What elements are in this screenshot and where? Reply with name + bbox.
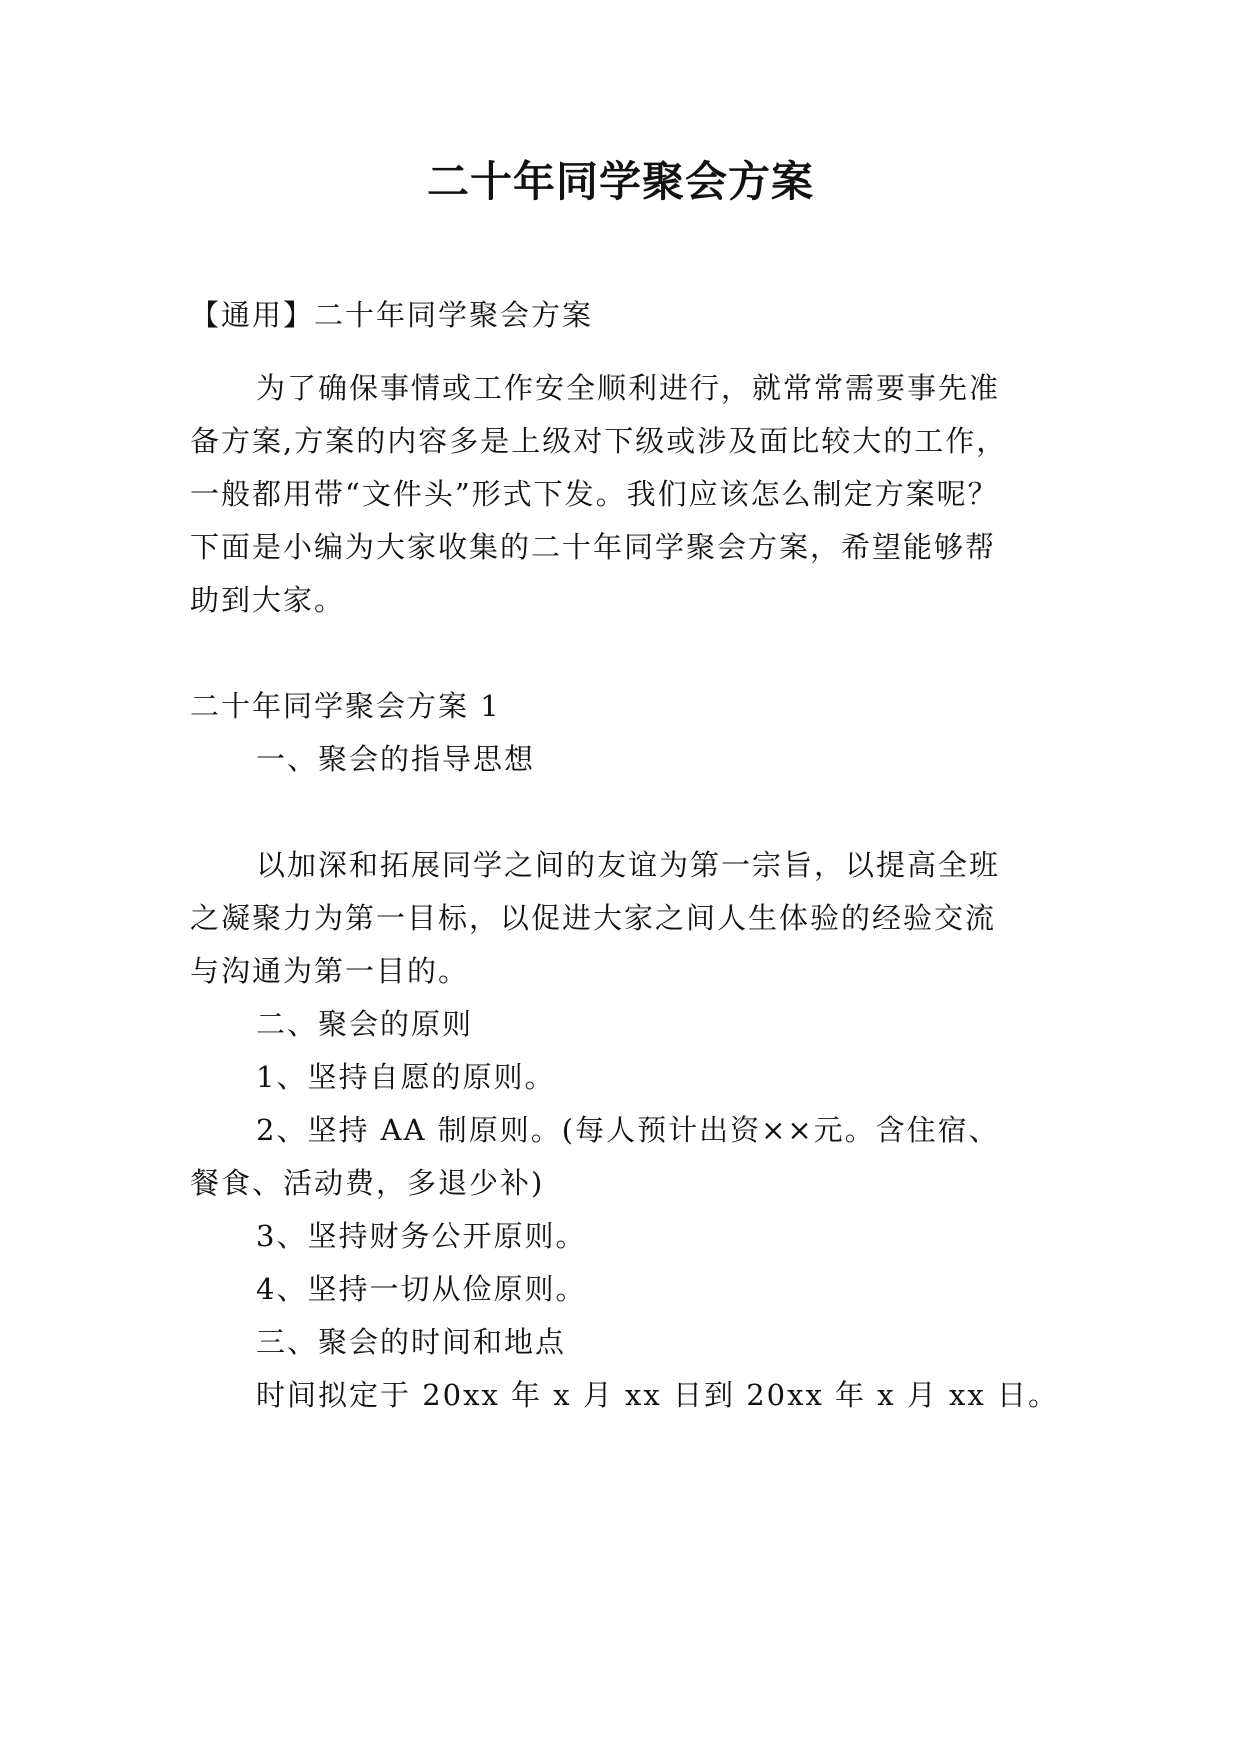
time-line: 时间拟定于 20xx 年 x 月 xx 日到 20xx 年 x 月 xx 日。 bbox=[256, 1378, 1059, 1412]
principle-item: 4、坚持一切从俭原则。 bbox=[256, 1272, 587, 1306]
intro-line: 一般都用带“文件头”形式下发。我们应该怎么制定方案呢？ bbox=[190, 477, 999, 511]
principle-item: 2、坚持 AA 制原则。(每人预计出资××元。含住宿、 bbox=[256, 1113, 1000, 1147]
heading-time-place: 三、聚会的时间和地点 bbox=[256, 1325, 567, 1359]
intro-line: 下面是小编为大家收集的二十年同学聚会方案，希望能够帮 bbox=[190, 530, 997, 564]
section-title: 二十年同学聚会方案 1 bbox=[190, 689, 501, 723]
principle-item: 3、坚持财务公开原则。 bbox=[256, 1219, 587, 1253]
intro-line: 为了确保事情或工作安全顺利进行，就常常需要事先准 bbox=[256, 371, 1001, 405]
paragraph-line: 以加深和拓展同学之间的友谊为第一宗旨，以提高全班 bbox=[256, 848, 1001, 882]
paragraph-line: 与沟通为第一目的。 bbox=[190, 954, 470, 988]
principle-item: 1、坚持自愿的原则。 bbox=[256, 1060, 556, 1094]
heading-guiding-idea: 一、聚会的指导思想 bbox=[256, 742, 536, 776]
document-title: 二十年同学聚会方案 bbox=[426, 157, 814, 206]
paragraph-line: 之凝聚力为第一目标，以促进大家之间人生体验的经验交流 bbox=[190, 901, 997, 935]
document-subtitle: 【通用】二十年同学聚会方案 bbox=[190, 298, 594, 332]
intro-line: 备方案,方案的内容多是上级对下级或涉及面比较大的工作， bbox=[190, 424, 1008, 458]
heading-principles: 二、聚会的原则 bbox=[256, 1007, 474, 1041]
intro-line: 助到大家。 bbox=[190, 583, 346, 617]
principle-item-continued: 餐食、活动费，多退少补) bbox=[190, 1166, 545, 1200]
